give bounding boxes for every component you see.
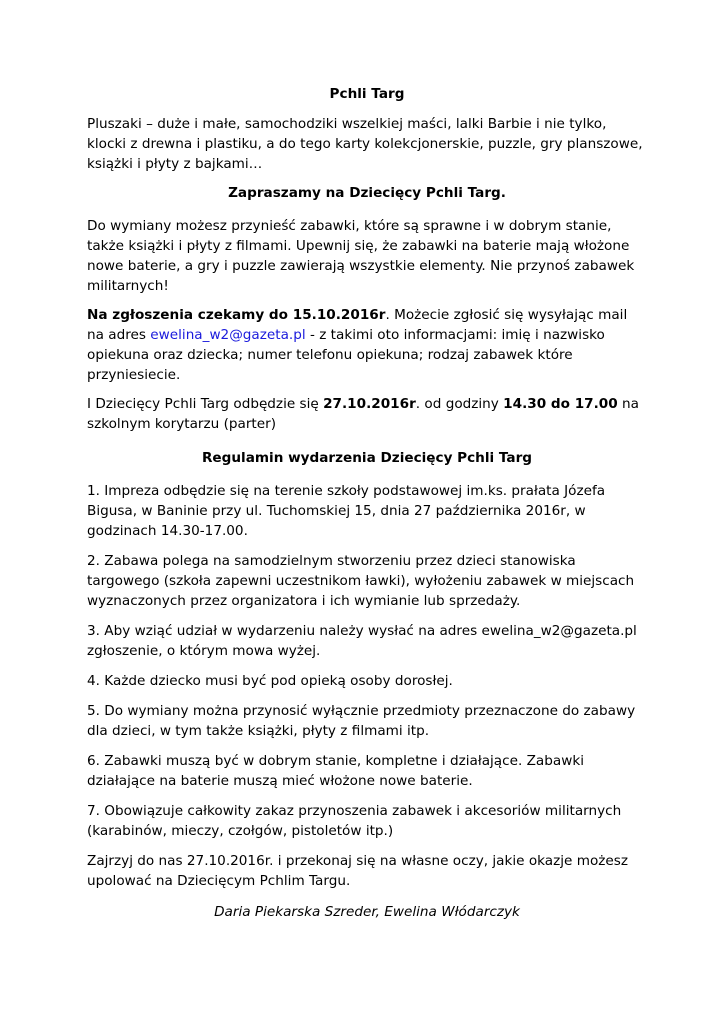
closing-paragraph: Zajrzyj do nas 27.10.2016r. i przekonaj się na własne oczy, jakie okazje możesz upolować na Dziecięcym Pchlim Targu.: [87, 853, 628, 889]
intro-paragraph: Pluszaki – duże i małe, samochodziki wszelkiej maści, lalki Barbie i nie tylko, klocki z drewna i plastiku, a do tego karty kolekcjonerskie, puzzle, gry planszowe, książki i płyty z bajkami…: [87, 116, 643, 172]
registration-text-1: . Możecie zgłosić się wysyłając mail na adres: [87, 307, 628, 343]
event-info-text-2: . od godziny: [415, 396, 504, 412]
event-date: 27.10.2016r: [323, 396, 416, 412]
rule-item: 1. Impreza odbędzie się na terenie szkoły podstawowej im.ks. prałata Józefa Bigusa, w Baninie przy ul. Tuchomskiej 15, dnia 27 października 2016r, w godzinach 14.30-17.00.: [87, 483, 606, 539]
registration-deadline: Na zgłoszenia czekamy do 15.10.2016r: [87, 307, 386, 323]
rule-item: 6. Zabawki muszą być w dobrym stanie, kompletne i działające. Zabawki działające na baterie muszą mieć włożone nowe baterie.: [87, 753, 584, 789]
signature: Daria Piekarska Szreder, Ewelina Włódarczyk: [214, 904, 520, 920]
document-title: Pchli Targ: [329, 86, 405, 102]
document-page: [87, 84, 647, 922]
rules-list: [87, 481, 647, 841]
exchange-paragraph: Do wymiany możesz przynieść zabawki, które są sprawne i w dobrym stanie, także książki i płyty z filmami. Upewnij się, że zabawki na baterie mają włożone nowe baterie, a gry i puzzle zawierają wszystkie elementy. Nie przynoś zabawek militarnych!: [87, 218, 635, 294]
rules-heading: Regulamin wydarzenia Dziecięcy Pchli Targ: [201, 450, 533, 466]
event-info-text-3: na szkolnym korytarzu (parter): [87, 396, 639, 432]
event-hours: 14.30 do 17.00: [503, 396, 618, 412]
rule-item: 4. Każde dziecko musi być pod opieką osoby dorosłej.: [87, 673, 453, 689]
rule-item: 5. Do wymiany można przynosić wyłącznie przedmioty przeznaczone do zabawy dla dzieci, w tym także książki, płyty z filmami itp.: [87, 703, 636, 739]
email-link[interactable]: ewelina_w2@gazeta.pl: [150, 327, 306, 343]
registration-paragraph: [87, 305, 647, 385]
event-info-text-1: I Dziecięcy Pchli Targ odbędzie się: [87, 396, 324, 412]
rule-item: 3. Aby wziąć udział w wydarzeniu należy wysłać na adres ewelina_w2@gazeta.pl zgłoszenie, o którym mowa wyżej.: [87, 623, 637, 659]
event-info-paragraph: [87, 394, 647, 434]
registration-text-2: - z takimi oto informacjami: imię i nazwisko opiekuna oraz dziecka; numer telefonu opiekuna; rodzaj zabawek które przyniesiecie.: [87, 327, 605, 383]
rule-item: 7. Obowiązuje całkowity zakaz przynoszenia zabawek i akcesoriów militarnych (karabinów, mieczy, czołgów, pistoletów itp.): [87, 803, 622, 839]
invite-heading: Zapraszamy na Dziecięcy Pchli Targ.: [228, 185, 506, 201]
rule-item: 2. Zabawa polega na samodzielnym stworzeniu przez dzieci stanowiska targowego (szkoła zapewni uczestnikom ławki), wyłożeniu zabawek w miejscach wyznaczonych przez organizatora i ich wymianie lub sprzedaży.: [87, 553, 635, 609]
